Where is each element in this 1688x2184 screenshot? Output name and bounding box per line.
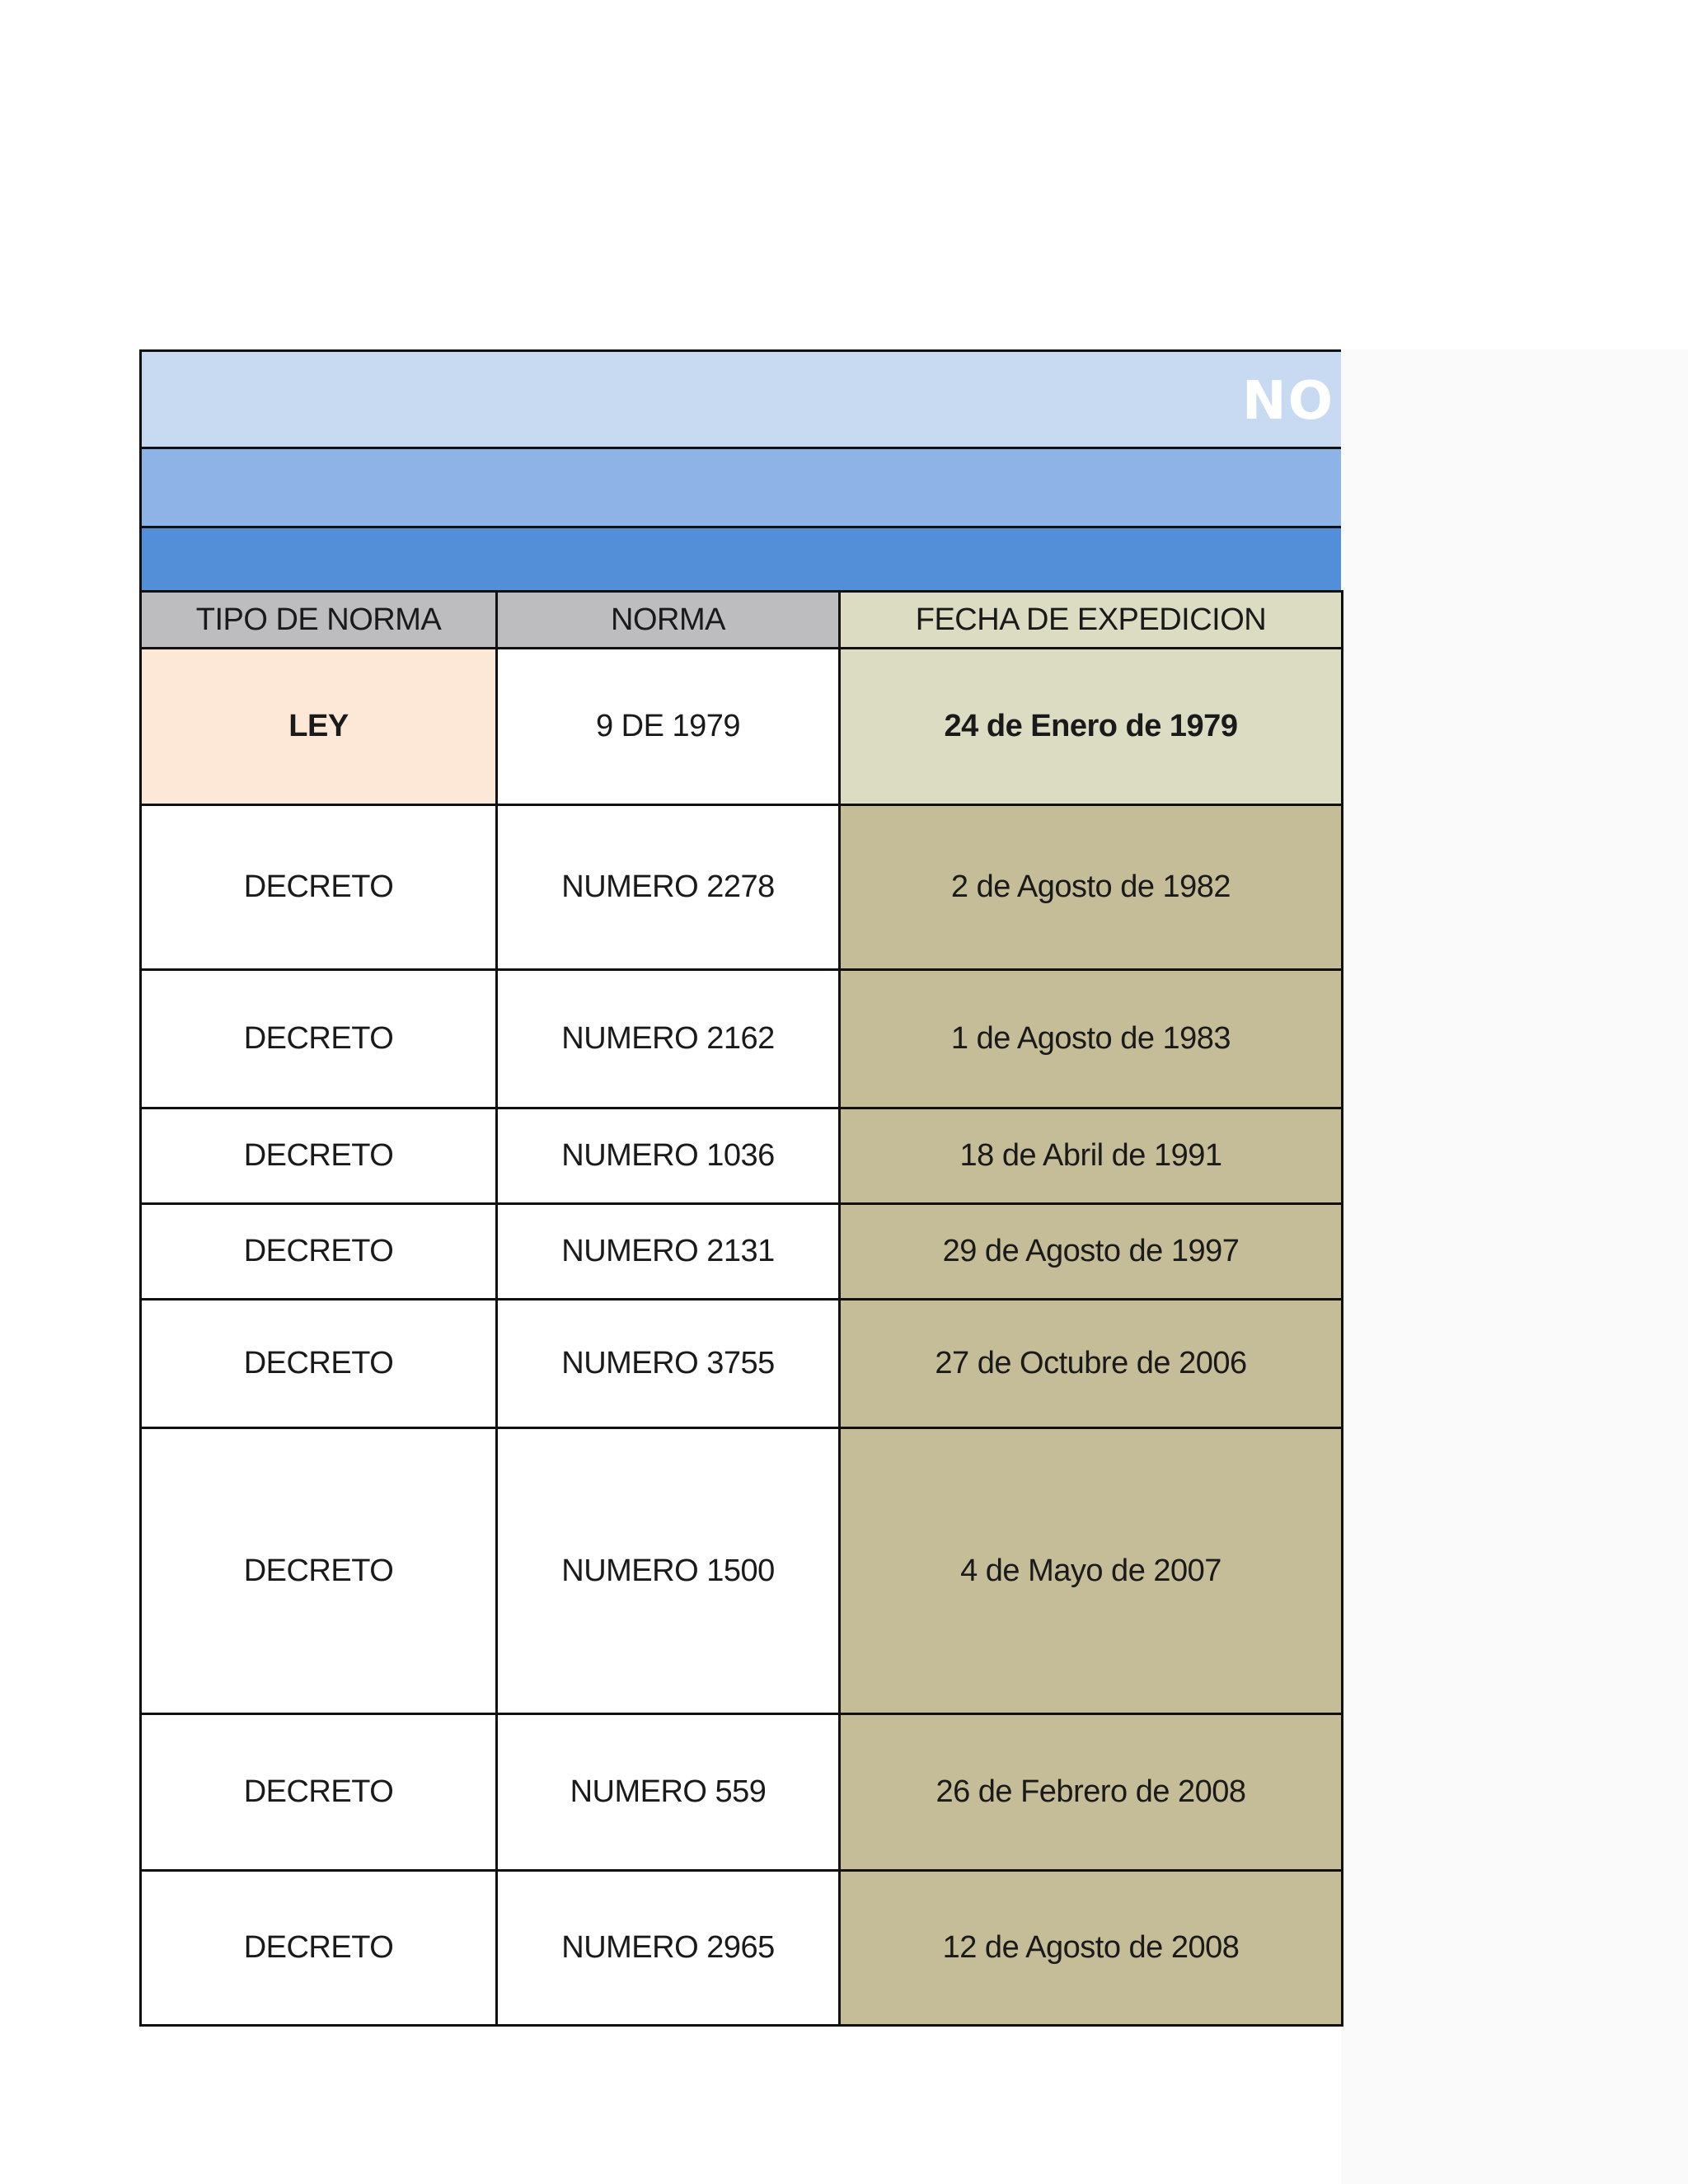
- column-header-norma: NORMA: [497, 592, 840, 649]
- table-row: [141, 1871, 1343, 2026]
- cell-tipo: DECRETO: [141, 1108, 497, 1204]
- cell-fecha: 26 de Febrero de 2008: [840, 1714, 1343, 1871]
- column-header-fecha: FECHA DE EXPEDICION: [840, 592, 1343, 649]
- cell-norma: NUMERO 2278: [497, 805, 840, 970]
- cell-tipo: DECRETO: [141, 805, 497, 970]
- table-row: [141, 1204, 1343, 1300]
- table-row: [141, 1108, 1343, 1204]
- table-row: [141, 649, 1343, 805]
- section-band: [139, 526, 1341, 590]
- table-row: [141, 970, 1343, 1108]
- cell-norma: NUMERO 1036: [497, 1108, 840, 1204]
- table-header-row: [141, 592, 1343, 649]
- table-row: [141, 1714, 1343, 1871]
- cell-tipo: DECRETO: [141, 970, 497, 1108]
- cell-tipo: DECRETO: [141, 1871, 497, 2026]
- cell-fecha: 2 de Agosto de 1982: [840, 805, 1343, 970]
- column-header-tipo: TIPO DE NORMA: [141, 592, 497, 649]
- subtitle-band: [139, 447, 1341, 526]
- table-row: [141, 1428, 1343, 1714]
- table-row: [141, 805, 1343, 970]
- cell-norma: NUMERO 2162: [497, 970, 840, 1108]
- sheet-title: NO: [1242, 375, 1334, 428]
- cell-norma: NUMERO 2131: [497, 1204, 840, 1300]
- normas-sheet: [139, 349, 1341, 2027]
- cell-norma: NUMERO 2965: [497, 1871, 840, 2026]
- cell-norma: 9 DE 1979: [497, 649, 840, 805]
- background-strip: [1341, 349, 1688, 2184]
- title-band: [139, 349, 1341, 447]
- cell-tipo: DECRETO: [141, 1428, 497, 1714]
- cell-norma: NUMERO 3755: [497, 1300, 840, 1428]
- cell-fecha: 12 de Agosto de 2008: [840, 1871, 1343, 2026]
- cell-tipo: DECRETO: [141, 1300, 497, 1428]
- cell-tipo: DECRETO: [141, 1714, 497, 1871]
- cell-fecha: 27 de Octubre de 2006: [840, 1300, 1343, 1428]
- cell-tipo: LEY: [141, 649, 497, 805]
- cell-fecha: 24 de Enero de 1979: [840, 649, 1343, 805]
- cell-norma: NUMERO 1500: [497, 1428, 840, 1714]
- cell-norma: NUMERO 559: [497, 1714, 840, 1871]
- cell-tipo: DECRETO: [141, 1204, 497, 1300]
- cell-fecha: 29 de Agosto de 1997: [840, 1204, 1343, 1300]
- cell-fecha: 1 de Agosto de 1983: [840, 970, 1343, 1108]
- cell-fecha: 4 de Mayo de 2007: [840, 1428, 1343, 1714]
- cell-fecha: 18 de Abril de 1991: [840, 1108, 1343, 1204]
- table-row: [141, 1300, 1343, 1428]
- normas-table: [139, 590, 1343, 2027]
